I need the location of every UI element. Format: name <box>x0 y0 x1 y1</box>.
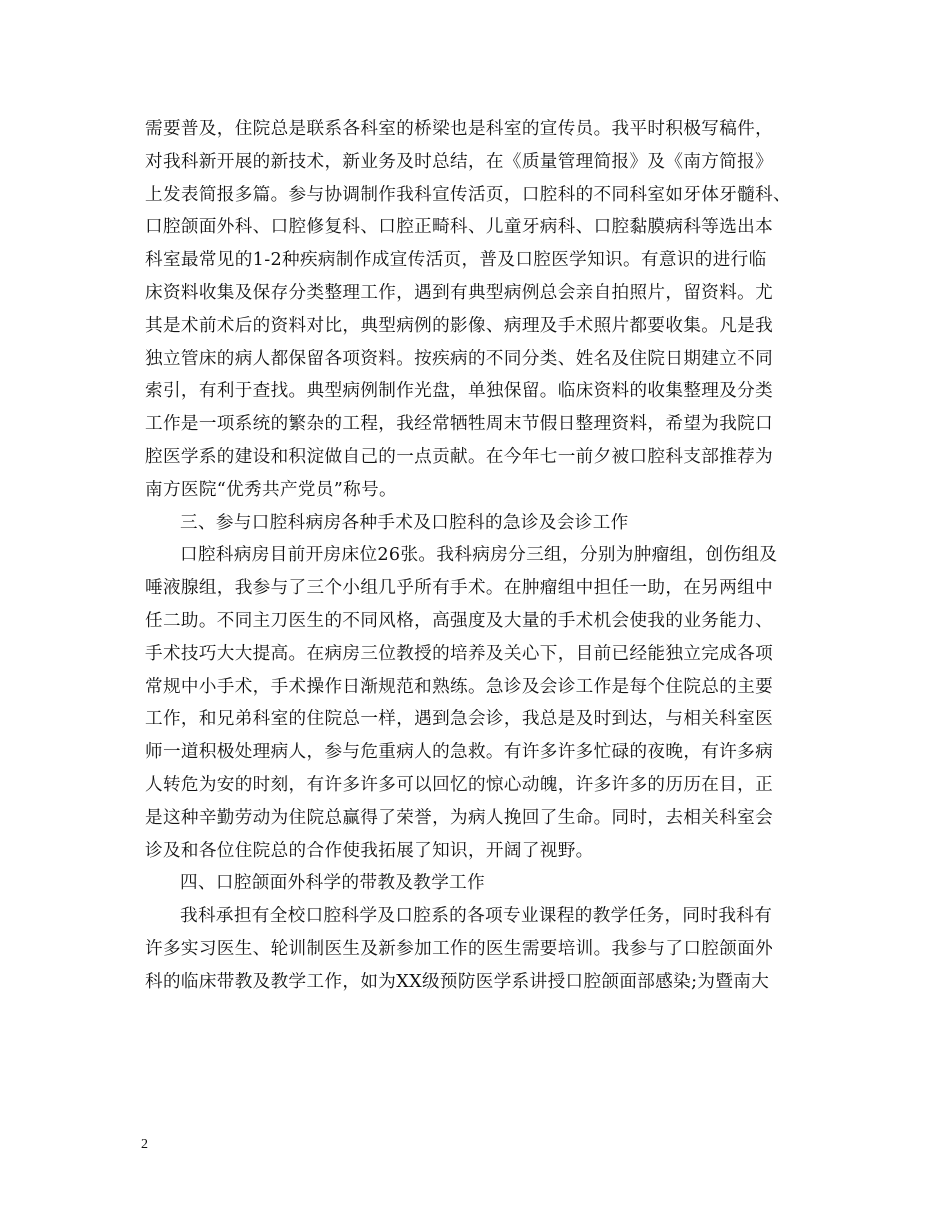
section-heading-teaching <box>145 867 821 900</box>
text-line: 对我科新开展的新技术，新业务及时总结，在《质量管理简报》及《南方简报》 <box>145 151 774 172</box>
text-line: 师一道积极处理病人，参与危重病人的急救。有许多许多忙碌的夜晚，有许多病 <box>145 742 774 763</box>
text-line: 唾液腺组，我参与了三个小组几乎所有手术。在肿瘤组中担任一助，在另两组中 <box>145 578 774 599</box>
text-line: 诊及和各位住院总的合作使我拓展了知识，开阔了视野。 <box>145 840 594 861</box>
page-number: 2 <box>141 1137 148 1152</box>
text-line: 常规中小手术，手术操作日渐规范和熟练。急诊及会诊工作是每个住院总的主要 <box>145 676 774 697</box>
paragraph-publicity-work <box>145 113 821 507</box>
text-line: 任二助。不同主刀医生的不同风格，高强度及大量的手术机会使我的业务能力、 <box>145 610 774 631</box>
text-line: 科的临床带教及教学工作，如为XX级预防医学系讲授口腔颌面部感染;为暨南大 <box>145 971 770 992</box>
heading-line: 三、参与口腔科病房各种手术及口腔科的急诊及会诊工作 <box>180 512 629 533</box>
text-line: 是这种辛勤劳动为住院总赢得了荣誉，为病人挽回了生命。同时，去相关科室会 <box>145 807 774 828</box>
text-line: 其是术前术后的资料对比，典型病例的影像、病理及手术照片都要收集。凡是我 <box>145 315 774 336</box>
text-line: 索引，有利于查找。典型病例制作光盘，单独保留。临床资料的收集整理及分类 <box>145 381 774 402</box>
paragraph-teaching-work <box>145 900 821 998</box>
text-line: 南方医院“优秀共产党员”称号。 <box>145 479 397 500</box>
text-line: 独立管床的病人都保留各项资料。按疾病的不同分类、姓名及住院日期建立不同 <box>145 348 774 369</box>
section-heading-surgery <box>145 507 821 540</box>
text-line: 工作，和兄弟科室的住院总一样，遇到急会诊，我总是及时到达，与相关科室医 <box>145 709 774 730</box>
text-line: 床资料收集及保存分类整理工作，遇到有典型病例总会亲自拍照片，留资料。尤 <box>145 282 774 303</box>
text-line: 许多实习医生、轮训制医生及新参加工作的医生需要培训。我参与了口腔颌面外 <box>145 938 774 959</box>
text-line: 手术技巧大大提高。在病房三位教授的培养及关心下，目前已经能独立完成各项 <box>145 643 774 664</box>
heading-line: 四、口腔颌面外科学的带教及教学工作 <box>180 873 486 894</box>
text-line: 人转危为安的时刻，有许多许多可以回忆的惊心动魄，许多许多的历历在目，正 <box>145 774 774 795</box>
text-line: 需要普及，住院总是联系各科室的桥梁也是科室的宣传员。我平时积极写稿件， <box>145 119 774 139</box>
text-line: 科室最常见的1-2种疾病制作成宣传活页，普及口腔医学知识。有意识的进行临 <box>145 250 767 271</box>
paragraph-surgery-work <box>145 539 821 867</box>
text-line: 口腔科病房目前开房床位26张。我科病房分三组，分别为肿瘤组，创伤组及 <box>180 545 778 566</box>
document-body <box>145 113 821 999</box>
text-line: 腔医学系的建设和积淀做自己的一点贡献。在今年七一前夕被口腔科支部推荐为 <box>145 446 774 467</box>
text-line: 上发表简报多篇。参与协调制作我科宣传活页，口腔科的不同科室如牙体牙髓科、 <box>145 184 791 205</box>
text-line: 我科承担有全校口腔科学及口腔系的各项专业课程的教学任务，同时我科有 <box>180 906 773 927</box>
text-line: 口腔颌面外科、口腔修复科、口腔正畸科、儿童牙病科、口腔黏膜病科等选出本 <box>145 217 774 238</box>
text-line: 工作是一项系统的繁杂的工程，我经常牺牲周末节假日整理资料，希望为我院口 <box>145 414 774 435</box>
